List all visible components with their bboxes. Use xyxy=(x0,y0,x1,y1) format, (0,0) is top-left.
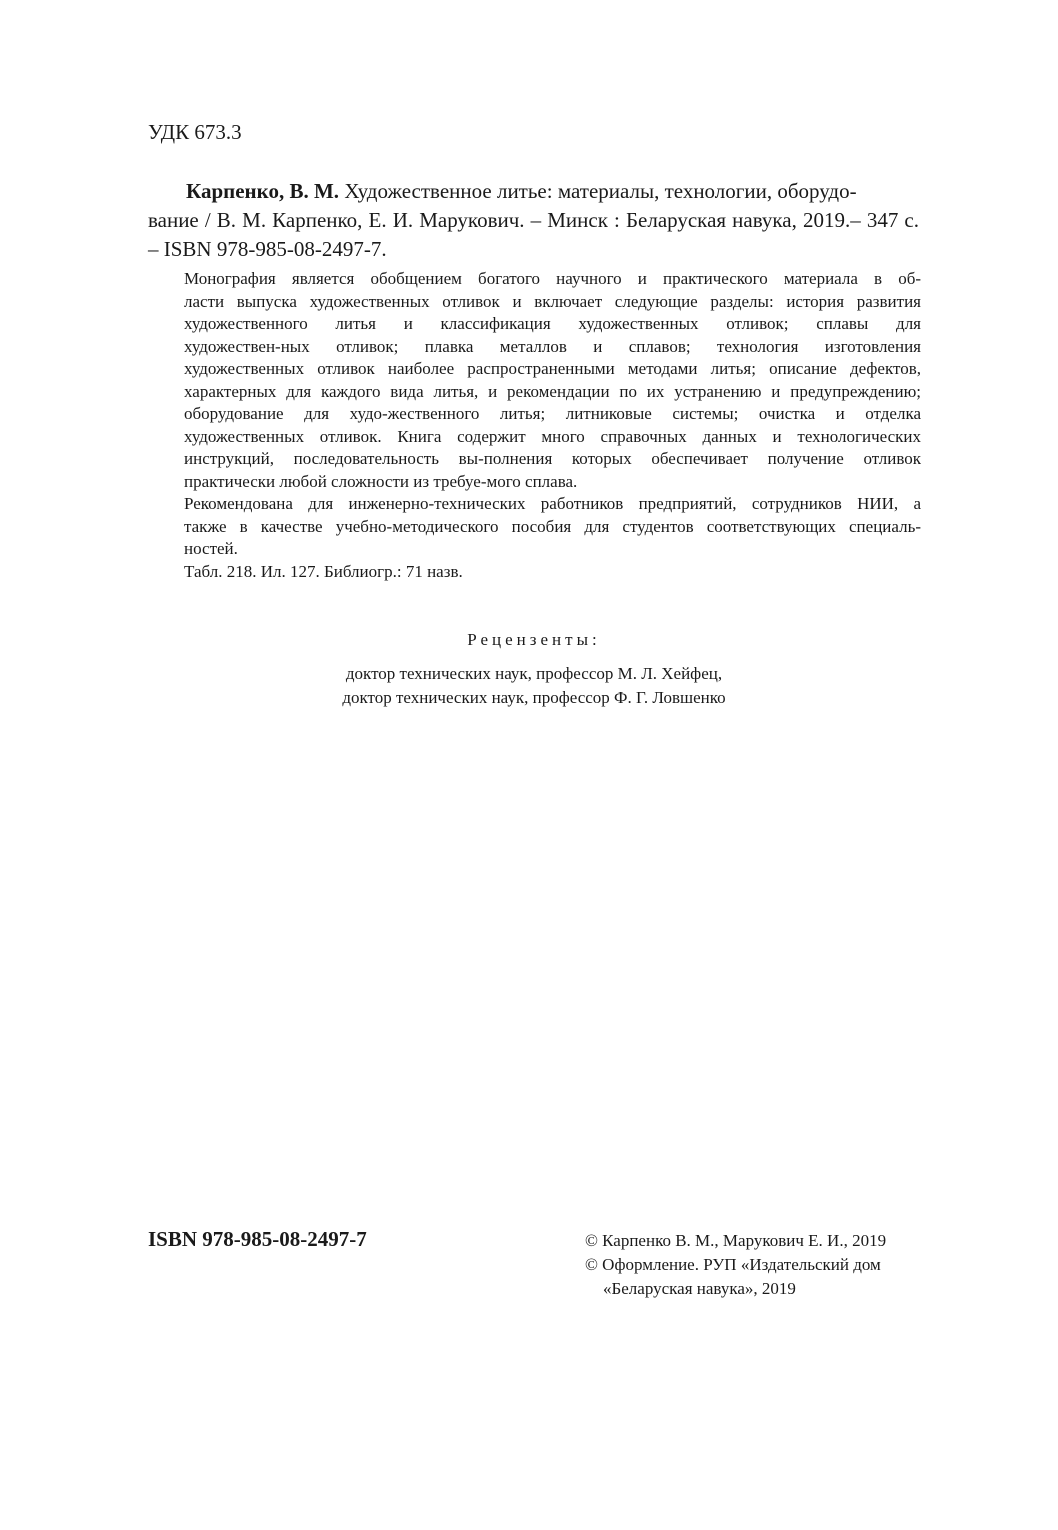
udk-code: УДК 673.3 xyxy=(148,120,242,144)
abstract-line: инструкций, последовательность вы-полнения которых обеспечивает получение отливок xyxy=(184,449,921,468)
abstract-line: художественного литья и классификация художественных отливок; сплавы для xyxy=(184,314,921,333)
isbn: ISBN 978-985-08-2497-7 xyxy=(148,1227,367,1251)
copyright-authors: © Карпенко В. М., Марукович Е. И., 2019 xyxy=(585,1231,887,1250)
citation-author: Карпенко, В. М. xyxy=(186,179,340,203)
abstract-line: ностей. xyxy=(184,539,238,558)
abstract-paragraph-1 xyxy=(148,268,921,493)
copyright-design: © Оформление. РУП «Издательский дом xyxy=(585,1255,881,1274)
abstract-line: практически любой сложности из требуе-мого сплава. xyxy=(184,471,578,491)
abstract-statistics: Табл. 218. Ил. 127. Библиогр.: 71 назв. xyxy=(184,561,463,581)
abstract-line: Рекомендована для инженерно-технических работников предприятий, сотрудников НИИ, а xyxy=(184,494,921,513)
abstract-line: также в качестве учебно-методического пособия для студентов соответствующих специаль- xyxy=(184,516,921,536)
copyright-design-continued: «Беларуская навука», 2019 xyxy=(603,1279,796,1298)
abstract-line: оборудование для худо-жественного литья; литниковые системы; очистка и отделка xyxy=(184,404,921,423)
abstract-line: художествен-ных отливок; плавка металлов и сплавов; технология изготовления xyxy=(184,336,921,356)
bibliographic-citation xyxy=(148,177,919,264)
citation-title: Художественное литье: материалы, технологии, оборудо- xyxy=(339,179,857,203)
abstract-paragraph-2 xyxy=(148,493,921,561)
reviewer-1: доктор технических наук, профессор М. Л. Хейфец, xyxy=(345,664,723,683)
abstract-line: ласти выпуска художественных отливок и включает следующие разделы: история развития xyxy=(184,291,921,311)
citation-line-3: 347 с. – ISBN 978-985-08-2497-7. xyxy=(148,208,920,261)
citation-line-2: вание / В. М. Карпенко, Е. И. Марукович. – Минск : Беларуская навука, 2019.– xyxy=(148,208,861,232)
abstract-line: художественных отливок. Книга содержит много справочных данных и технологических xyxy=(184,426,921,446)
abstract-paragraph-3 xyxy=(148,561,921,584)
reviewers-heading: Рецензенты: xyxy=(467,630,601,649)
abstract-line: Монография является обобщением богатого научного и практического материала в об- xyxy=(184,269,921,288)
abstract xyxy=(148,268,921,583)
citation-line-1 xyxy=(148,177,919,206)
abstract-line: характерных для каждого вида литья, и рекомендации по их устранению и предупреждению; xyxy=(184,381,921,401)
abstract-line: художественных отливок наиболее распространенными методами литья; описание дефектов, xyxy=(184,359,921,378)
copyright-block xyxy=(585,1229,925,1301)
reviewer-2: доктор технических наук, профессор Ф. Г. Ловшенко xyxy=(342,688,726,707)
